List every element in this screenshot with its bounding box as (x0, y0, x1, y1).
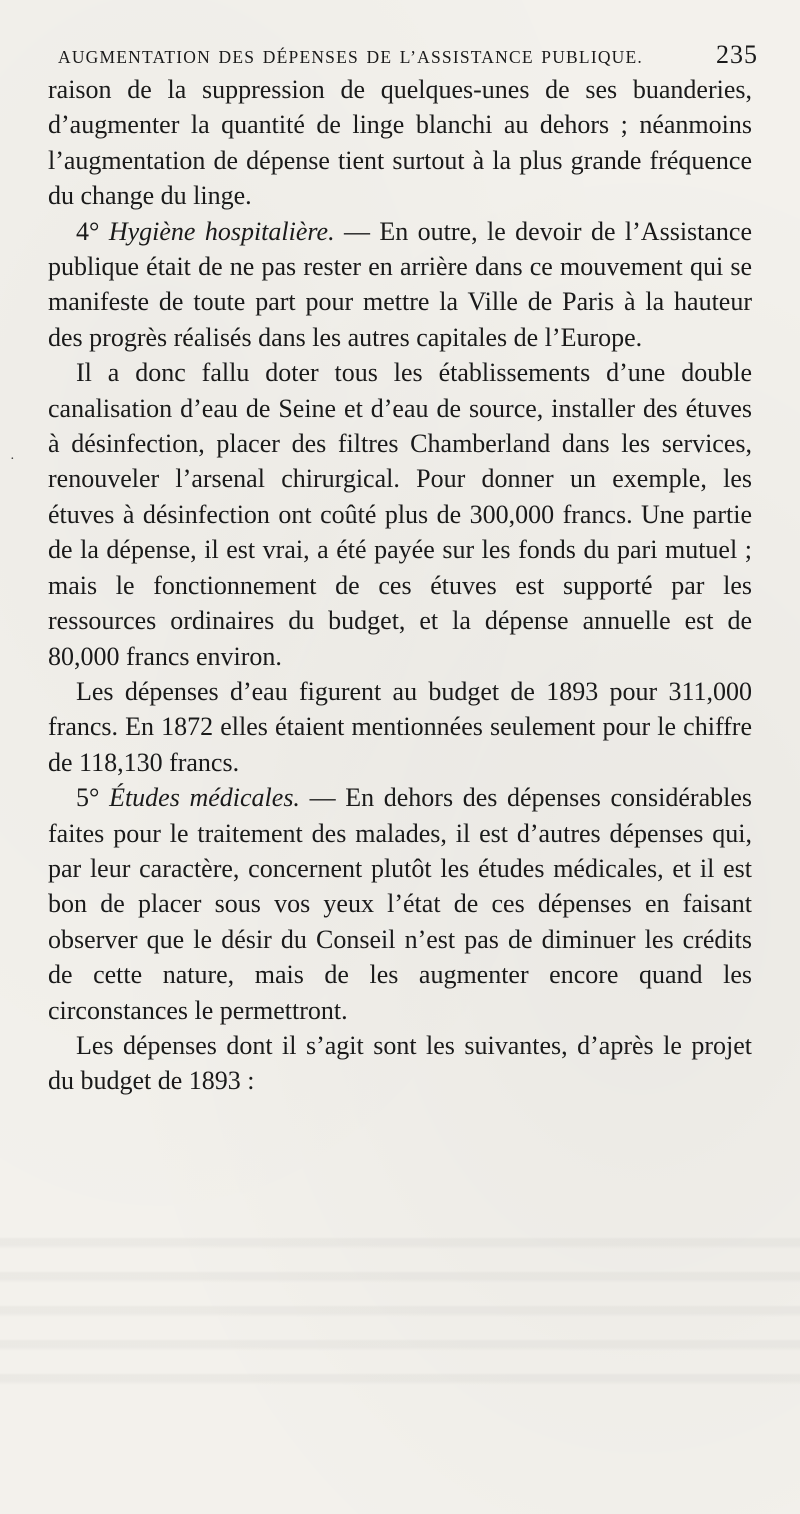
paragraph-text: — En outre, le devoir de l’Assistance publique était de ne pas rester en arrière dans ce mouvement qui se manifeste de toute part pour mettre la Ville de Paris à la hauteur des progrès réalisés dans les autres capitales de l’Europe. (48, 216, 753, 352)
paragraph-text: Il a donc fallu doter tous les établissements d’une double canalisation d’eau de Seine et d’eau de source, installer des étuves à désinfection, placer des filtres Chamberland dans les services, renouveler l’arsenal chirurgical. Pour donner un exemple, les étuves à désinfection ont coûté plus de 300,000 francs. Une partie de la dépense, il est vrai, a été payée sur les fonds du pari mutuel ; mais le fonctionnement de ces étuves est supporté par les ressources ordinaires du budget, et la dépense annuelle est de 80,000 francs environ. (48, 358, 752, 671)
paragraph-text: — En dehors des dépenses considérables faites pour le traitement des malades, il est d’autres dépenses qui, par leur caractère, concernent plutôt les études médicales, et il est bon de placer sous vos yeux l’état de ces dépenses en faisant observer que le désir du Conseil n’est pas de diminuer les crédits de cette nature, mais de les augmenter encore quand les circonstances le permettront. (48, 783, 753, 1025)
margin-mark: · (10, 452, 15, 467)
section-heading: Études médicales. (109, 783, 300, 813)
show-through-from-reverse (0, 1215, 800, 1395)
section-number: 4° (76, 216, 100, 246)
paragraph-text: Les dépenses d’eau figurent au budget de 1893 pour 311,000 francs. En 1872 elles étaient mentionnées seulement pour le chiffre de 118,130 francs. (48, 676, 752, 777)
paragraph-canalisation (48, 355, 752, 674)
paragraph-eau (48, 674, 752, 780)
body-text (48, 72, 752, 1099)
running-head-title: AUGMENTATION DES DÉPENSES DE L’ASSISTANCE PUBLIQUE. (58, 47, 643, 67)
paragraph-text: raison de la suppression de quelques-unes de ses buanderies, d’augmenter la quantité de linge blanchi au dehors ; néanmoins l’augmentation de dépense tient surtout à la plus grande fréquence du change du linge. (48, 75, 752, 211)
page-number: 235 (716, 40, 758, 69)
paragraph-text: Les dépenses dont il s’agit sont les suivantes, d’après le projet du budget de 1893 : (48, 1030, 752, 1096)
paragraph-etudes (48, 780, 752, 1028)
paragraph-hygiene (48, 214, 752, 356)
section-number: 5° (76, 783, 100, 813)
running-head (58, 40, 758, 70)
paragraph-budget (48, 1028, 752, 1099)
paragraph-continuation (48, 72, 752, 214)
section-heading: Hygiène hospitalière. (108, 216, 335, 246)
